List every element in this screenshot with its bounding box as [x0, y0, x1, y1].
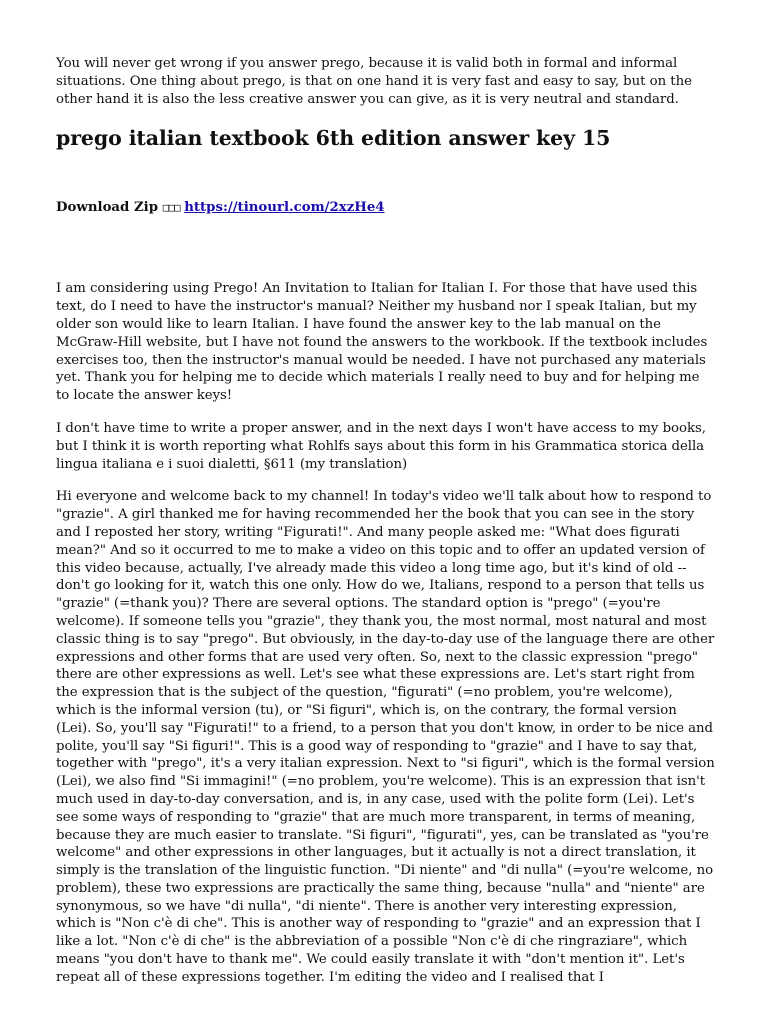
- body-paragraph: I don't have time to write a proper answer, and in the next days I won't have access to my books, but I think it is worth reporting what Rohlfs says about this form in his Grammatica storica della lingua italiana e i suoi dialetti, §611 (my translation): [56, 420, 706, 472]
- intro-paragraph: You will never get wrong if you answer prego, because it is valid both in formal and informal situations. One thing about prego, is that on one hand it is very fast and easy to say, but on the other hand it is also the less creative answer you can give, as it is very neutral and standard.: [56, 56, 692, 107]
- download-line: [56, 199, 715, 217]
- body-paragraph: Hi everyone and welcome back to my channel! In today's video we'll talk about how to respond to "grazie". A girl thanked me for having recommended her the book that you can see in the story and I reposted her story, writing "Figurati!". And many people asked me: "What does figurati mean?" And so it occurred to me to make a video on this topic and to offer an updated version of this video because, actually, I've already made this video a long time ago, but it's kind of old --don't go looking for it, watch this one only. How do we, Italians, respond to a person that tells us "grazie" (=thank you)? There are several options. The standard option is "prego" (=you're welcome). If someone tells you "grazie", they thank you, the most normal, most natural and most classic thing is to say "prego". But obviously, in the day-to-day use of the language there are other expressions and other forms that are used very often. So, next to the classic expression "prego" there are other expressions as well. Let's see what these expressions are. Let's start right from the expression that is the subject of the question, "figurati" (=no problem, you're welcome), which is the informal version (tu), or "Si figuri", which is, on the contrary, the formal version (Lei). So, you'll say "Figurati!" to a friend, to a person that you don't know, in order to be nice and polite, you'll say "Si figuri!". This is a good way of responding to "grazie" and I have to say that, together with "prego", it's a very italian expression. Next to "si figuri", which is the formal version (Lei), we also find "Si immagini!" (=no problem, you're welcome). This is an expression that isn't much used in day-to-day conversation, and is, in any case, used with the polite form (Lei). Let's see some ways of responding to "grazie" that are much more transparent, in terms of meaning, because they are much easier to translate. "Si figuri", "figurati", yes, can be translated as "you're welcome" and other expressions in other languages, but it actually is not a direct translation, it simply is the translation of the linguistic function. "Di niente" and "di nulla" (=you're welcome, no problem), these two expressions are practically the same thing, because "nulla" and "niente" are synonymous, so we have "di nulla", "di niente". There is another very interesting expression, which is "Non c'è di che". This is another way of responding to "grazie" and an expression that I like a lot. "Non c'è di che" is the abbreviation of a possible "Non c'è di che ringraziare", which means "you don't have to thank me". We could easily translate it with "don't mention it". Let's repeat all of these expressions together. I'm editing the video and I realised that I: [56, 489, 715, 985]
- download-label: Download Zip: [56, 200, 159, 216]
- body-paragraph: I am considering using Prego! An Invitation to Italian for Italian I. For those that have used this text, do I need to have the instructor's manual? Neither my husband nor I speak Italian, but my older son would like to learn Italian. I have found the answer key to the lab manual on the McGraw-Hill website, but I have not found the answers to the workbook. If the textbook includes exercises too, then the instructor's manual would be needed. I have not purchased any materials yet. Thank you for helping me to decide which materials I really need to buy and for helping me to locate the answer keys!: [56, 281, 708, 404]
- download-arrows: □□□: [162, 201, 180, 215]
- download-link[interactable]: https://tinourl.com/2xzHe4: [184, 200, 385, 216]
- page-title: prego italian textbook 6th edition answer key 15: [56, 126, 611, 151]
